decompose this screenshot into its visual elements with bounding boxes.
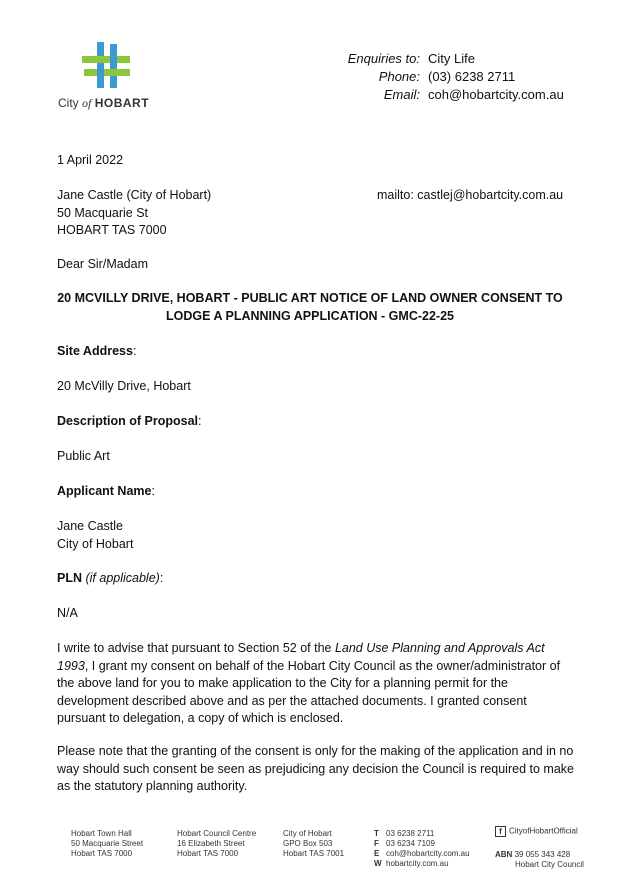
recipient-address [57, 187, 211, 240]
recipient-mailto-link[interactable]: mailto: castlej@hobartcity.com.au [377, 188, 564, 202]
footer-key-fax: F [374, 839, 379, 848]
subject-line-1: 20 MCVILLY DRIVE, HOBART - PUBLIC ART NOTICE OF LAND OWNER CONSENT TO [57, 291, 563, 305]
footer-line: Hobart Town Hall [71, 829, 132, 838]
pln-note: (if applicable) [85, 571, 160, 585]
footer-line: Hobart TAS 7000 [71, 849, 133, 858]
applicant-value [57, 518, 577, 553]
footer-postal-address [283, 829, 344, 859]
footer-phone: 03 6238 2711 [386, 829, 435, 838]
body1-rest: , I grant my consent on behalf of the Hobart City Council as the owner/administrator of the above land for you to make application to the City for a planning permit for the development described above and as per the attached documents. I granted consent pursuant to delegation, a copy of which is enclosed. [57, 658, 561, 725]
logo-wordmark [58, 96, 149, 111]
pln-label: PLN [57, 571, 82, 585]
footer-line: Hobart TAS 7001 [283, 849, 345, 858]
description-value: Public Art [57, 449, 110, 463]
footer-fax: 03 6234 7109 [386, 839, 435, 848]
council-name: Hobart City Council [515, 860, 584, 869]
logo-bar-green-h2 [84, 69, 130, 76]
phone-label: Phone: [378, 69, 420, 84]
site-address-heading: Site Address: [57, 344, 137, 358]
recipient-name: Jane Castle (City of Hobart) [57, 188, 212, 202]
footer-line: GPO Box 503 [283, 839, 333, 848]
logo-word-city: City [58, 96, 79, 110]
footer-contact-keys [374, 829, 382, 869]
footer-key-phone: T [374, 829, 379, 838]
logo-bar-blue-v2-over [110, 53, 117, 66]
email-value[interactable]: coh@hobartcity.com.au [428, 87, 564, 102]
site-address-label: Site Address [57, 344, 133, 358]
enquiries-value: City Life [428, 51, 475, 66]
facebook-icon: f [495, 826, 506, 837]
footer-line: 16 Elizabeth Street [177, 839, 245, 848]
enquiries-label: Enquiries to: [347, 51, 420, 66]
facebook-handle[interactable]: CityofHobartOfficial [509, 826, 578, 836]
footer-contact-values [386, 829, 470, 869]
recipient-street: 50 Macquarie St [57, 205, 149, 220]
letter-date: 1 April 2022 [57, 153, 124, 167]
enquiries-values [428, 50, 564, 104]
phone-value: (03) 6238 2711 [428, 69, 516, 84]
body-paragraph-2: Please note that the granting of the consent is only for the making of the application and in no way should such consent be seen as prejudicing any decision the Council is required to make as the statutory planning authority. [57, 744, 574, 793]
body1-intro: I write to advise that pursuant to Section 52 of the [57, 641, 335, 655]
applicant-name: Jane Castle [57, 519, 124, 533]
abn-number: 39 055 343 428 [514, 850, 571, 859]
abn-label: ABN [495, 850, 513, 859]
applicant-heading: Applicant Name: [57, 484, 155, 498]
pln-heading: PLN (if applicable): [57, 571, 164, 585]
footer-website[interactable]: hobartcity.com.au [386, 859, 449, 868]
footer-town-hall-address [71, 829, 143, 859]
applicant-label: Applicant Name [57, 484, 152, 498]
subject-line-2: LODGE A PLANNING APPLICATION - GMC-22-25 [166, 308, 454, 323]
footer-abn [495, 850, 584, 870]
applicant-organisation: City of Hobart [57, 536, 134, 551]
footer-line: Hobart Council Centre [177, 829, 257, 838]
logo-bar-blue-v1 [97, 42, 104, 88]
footer-line: Hobart TAS 7000 [177, 849, 239, 858]
description-label: Description of Proposal [57, 414, 198, 428]
footer-council-centre-address [177, 829, 256, 859]
logo-bar-green-h1 [82, 56, 130, 63]
logo-word-of: of [82, 96, 92, 110]
site-address-value: 20 McVilly Drive, Hobart [57, 379, 191, 393]
footer-facebook[interactable] [495, 826, 578, 837]
description-heading: Description of Proposal: [57, 414, 202, 428]
footer-key-web: W [374, 859, 382, 868]
footer-email[interactable]: coh@hobartcity.com.au [386, 849, 470, 858]
pln-value: N/A [57, 606, 78, 620]
footer-line: 50 Macquarie Street [71, 839, 144, 848]
email-label: Email: [383, 87, 420, 102]
enquiries-labels [348, 50, 420, 104]
footer-line: City of Hobart [283, 829, 332, 838]
salutation: Dear Sir/Madam [57, 257, 148, 271]
letter-subject [40, 290, 580, 325]
logo-bar-blue-v1-over [97, 66, 104, 79]
body-paragraph-1 [57, 640, 577, 728]
recipient-city: HOBART TAS 7000 [57, 223, 167, 237]
logo-word-hobart: HOBART [94, 96, 150, 110]
city-of-hobart-logo-mark [82, 42, 132, 90]
footer-key-email: E [374, 849, 380, 858]
body1-act-title: Land Use Planning and Approvals Act 1993 [57, 641, 545, 673]
